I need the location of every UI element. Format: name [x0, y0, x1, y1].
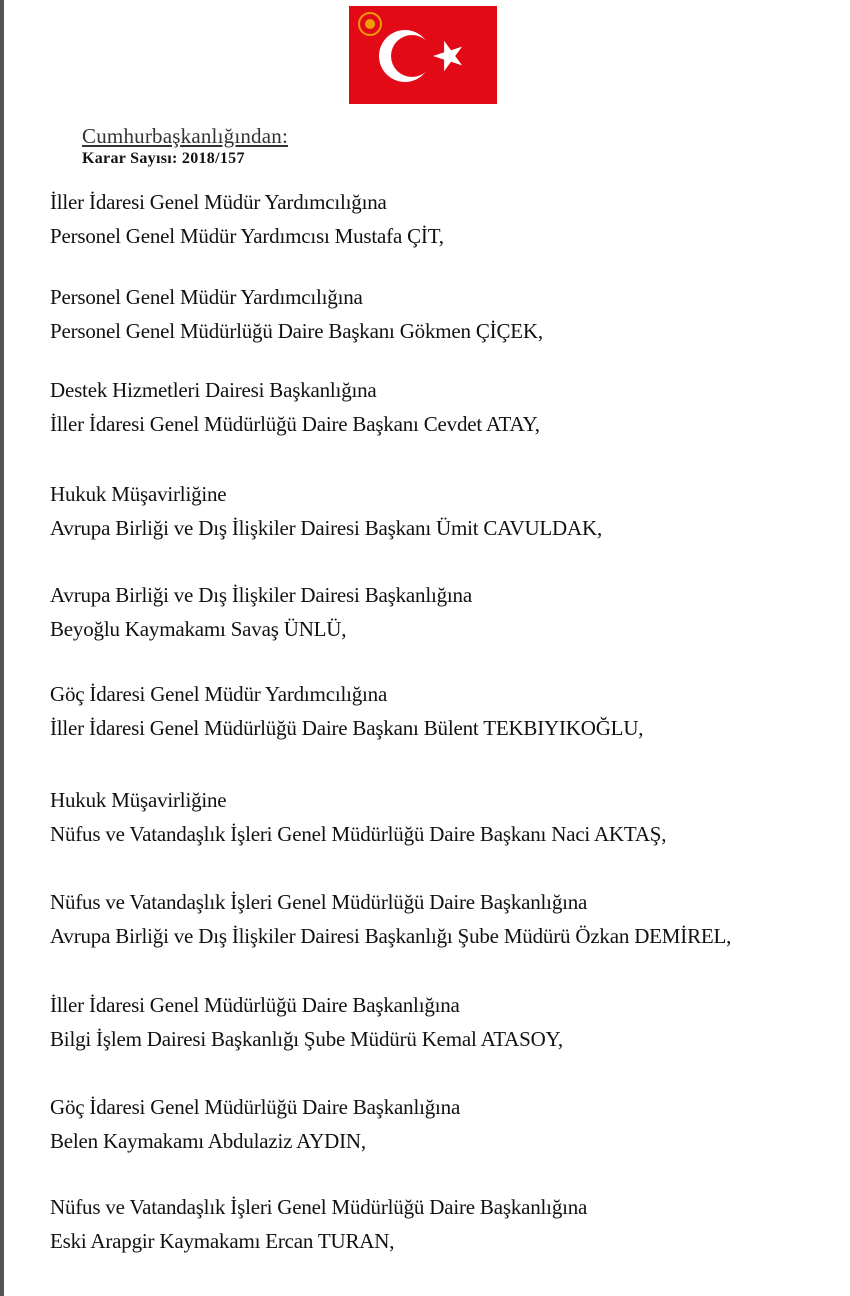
appointment-entry [50, 373, 840, 441]
appointment-appointee: Personel Genel Müdürlüğü Daire Başkanı Gökmen ÇİÇEK, [50, 319, 543, 343]
appointment-position: Nüfus ve Vatandaşlık İşleri Genel Müdürlüğü Daire Başkanlığına [50, 890, 588, 914]
appointment-position: Hukuk Müşavirliğine [50, 482, 227, 506]
appointment-entry [50, 885, 840, 953]
page-left-border [0, 0, 4, 1296]
appointment-appointee: Beyoğlu Kaymakamı Savaş ÜNLÜ, [50, 617, 347, 641]
appointment-appointee: İller İdaresi Genel Müdürlüğü Daire Başkanı Cevdet ATAY, [50, 412, 540, 436]
appointment-entry [50, 988, 840, 1056]
appointment-position: Personel Genel Müdür Yardımcılığına [50, 285, 363, 309]
appointment-appointee: Belen Kaymakamı Abdulaziz AYDIN, [50, 1129, 366, 1153]
appointment-position: Avrupa Birliği ve Dış İlişkiler Dairesi Başkanlığına [50, 583, 472, 607]
issuer-heading: Cumhurbaşkanlığından: [82, 124, 289, 148]
appointment-position: Hukuk Müşavirliğine [50, 788, 227, 812]
appointment-entry [50, 185, 840, 253]
appointment-appointee: İller İdaresi Genel Müdürlüğü Daire Başkanı Bülent TEKBIYIKOĞLU, [50, 716, 644, 740]
appointment-entry [50, 1190, 840, 1258]
appointment-position: Nüfus ve Vatandaşlık İşleri Genel Müdürlüğü Daire Başkanlığına [50, 1195, 588, 1219]
appointment-entry [50, 477, 840, 545]
appointment-entry [50, 1090, 840, 1158]
appointment-entry [50, 578, 840, 646]
appointment-appointee: Avrupa Birliği ve Dış İlişkiler Dairesi Başkanı Ümit CAVULDAK, [50, 516, 603, 540]
appointment-position: Göç İdaresi Genel Müdür Yardımcılığına [50, 682, 388, 706]
appointment-appointee: Nüfus ve Vatandaşlık İşleri Genel Müdürlüğü Daire Başkanı Naci AKTAŞ, [50, 822, 667, 846]
appointment-appointee: Personel Genel Müdür Yardımcısı Mustafa ÇİT, [50, 224, 444, 248]
turkish-flag-icon [349, 6, 497, 104]
appointment-appointee: Eski Arapgir Kaymakamı Ercan TURAN, [50, 1229, 395, 1253]
appointment-appointee: Avrupa Birliği ve Dış İlişkiler Dairesi Başkanlığı Şube Müdürü Özkan DEMİREL, [50, 924, 732, 948]
appointment-position: İller İdaresi Genel Müdür Yardımcılığına [50, 190, 387, 214]
decision-number: Karar Sayısı: 2018/157 [82, 150, 245, 167]
appointment-position: Göç İdaresi Genel Müdürlüğü Daire Başkanlığına [50, 1095, 461, 1119]
appointment-position: Destek Hizmetleri Dairesi Başkanlığına [50, 378, 377, 402]
appointment-entry [50, 783, 840, 851]
appointment-position: İller İdaresi Genel Müdürlüğü Daire Başkanlığına [50, 993, 460, 1017]
appointment-entry [50, 280, 840, 348]
appointment-entry [50, 677, 840, 745]
appointment-appointee: Bilgi İşlem Dairesi Başkanlığı Şube Müdürü Kemal ATASOY, [50, 1027, 563, 1051]
